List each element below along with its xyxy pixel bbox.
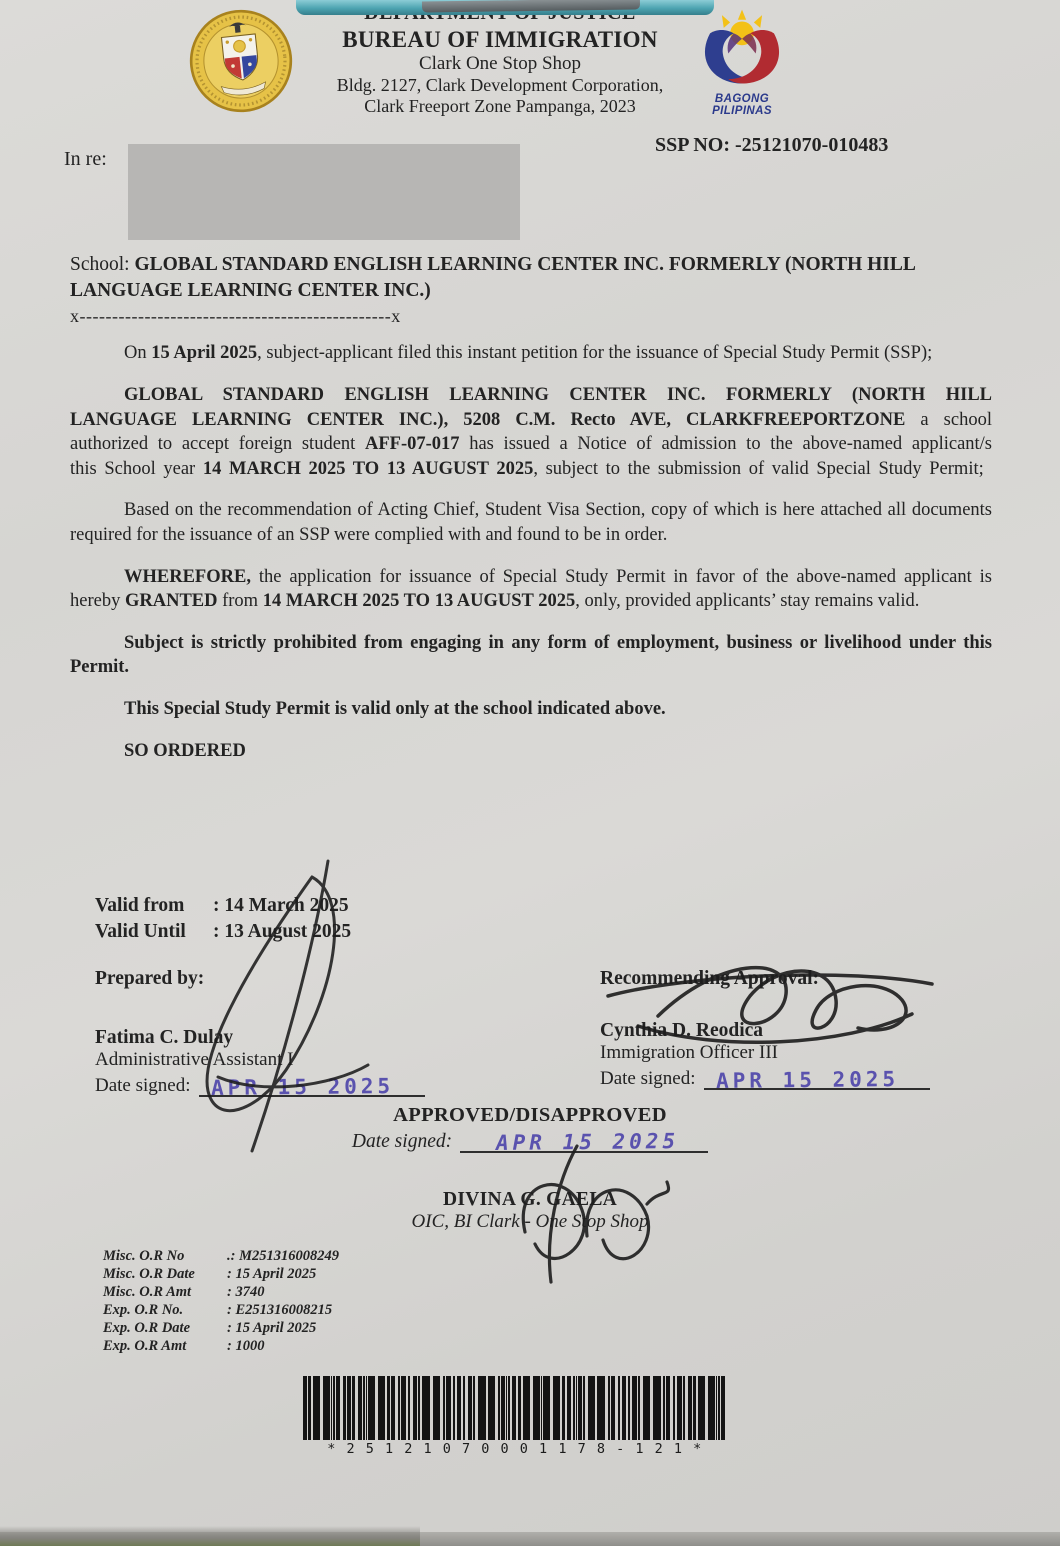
or-row — [103, 1338, 339, 1356]
bold-text: AFF-07-017 — [364, 434, 460, 455]
approval-block — [0, 1104, 1060, 1233]
prepared-by-date-line — [199, 1074, 425, 1100]
office-line: Clark One Stop Shop — [418, 52, 582, 74]
prepared-by-name: Fatima C. Dulay — [95, 1027, 234, 1048]
valid-from-row — [95, 893, 351, 919]
paragraph — [70, 631, 992, 680]
bureau-line: BUREAU OF IMMIGRATION — [342, 26, 658, 52]
school-line — [70, 252, 992, 303]
bold-text: SO ORDERED — [124, 740, 246, 761]
approval-date-line — [460, 1129, 708, 1153]
recommending-approval-date-line — [704, 1067, 930, 1093]
bagong-pilipinas-icon — [690, 6, 794, 90]
body-paragraphs — [70, 341, 992, 763]
valid-until-label: Valid Until — [95, 921, 186, 943]
paragraph — [70, 697, 992, 722]
ssp-number: SSP NO: -25121070-010483 — [655, 134, 889, 156]
valid-until-value: : 13 August 2025 — [213, 921, 352, 943]
text: from — [217, 591, 263, 612]
bold-text: GRANTED — [124, 591, 218, 612]
or-value: : 3740 — [227, 1283, 265, 1300]
text: has issued a Notice of admission to the above-named applicant/s this School year — [70, 434, 993, 479]
paper-clip-lever — [422, 0, 640, 13]
or-label: Misc. O.R Amt — [103, 1283, 192, 1300]
document-body — [70, 252, 992, 763]
or-label: Misc. O.R No — [103, 1248, 185, 1264]
prepared-by-date-row — [95, 1074, 535, 1100]
or-label: Misc. O.R Date — [103, 1265, 195, 1282]
recommending-approval-date-label: Date signed: — [600, 1068, 696, 1089]
text: , subject-applicant filed this instant petition for the issuance of Special Study Permit (SSP); — [257, 343, 933, 364]
prepared-by-label: Prepared by: — [95, 968, 205, 989]
official-receipt-details — [103, 1248, 339, 1356]
bold-text: GLOBAL STANDARD ENGLISH LEARNING CENTER INC. FORMERLY (NORTH HILL LANGUAGE LEARNING CENTER INC.) — [70, 254, 915, 301]
recommending-approval-block — [600, 968, 1020, 1093]
or-value: : 15 April 2025 — [227, 1265, 317, 1282]
address-line-2: Clark Freeport Zone Pampanga, 2023 — [364, 96, 636, 117]
approved-disapproved-heading: APPROVED/DISAPPROVED — [393, 1104, 667, 1126]
paragraph — [70, 383, 992, 481]
approver-title: OIC, BI Clark - One Stop Shop — [411, 1210, 649, 1232]
prepared-by-block — [95, 968, 535, 1100]
validity-block — [95, 893, 351, 946]
bold-text: Subject is strictly prohibited from engaging in any form of employment, business or livelihood under this Permit. — [70, 632, 992, 678]
recommending-approval-name: Cynthia D. Reodica — [600, 1020, 764, 1041]
or-value: : E251316008215 — [227, 1301, 333, 1318]
address-line-1: Bldg. 2127, Clark Development Corporation, — [336, 75, 664, 96]
separator-line: x------------------------------------------------x — [70, 306, 401, 327]
text: Based on the recommendation of Acting Chief, Student Visa Section, copy of which is here attached all documents required for the issuance of an SSP were complied with and found to be in order. — [70, 500, 992, 545]
barcode — [303, 1376, 727, 1457]
valid-from-value: : 14 March 2025 — [213, 895, 349, 916]
bagong-pilipinas-logo — [684, 6, 800, 117]
or-label: Exp. O.R No. — [103, 1301, 184, 1318]
recommending-approval-label: Recommending Approval: — [600, 968, 820, 989]
text: the application for issuance of Special Study Permit in favor of the above-named applicant is hereby — [70, 566, 992, 612]
bold-text: 15 April 2025 — [151, 343, 258, 364]
bold-text: GLOBAL STANDARD ENGLISH LEARNING CENTER INC. FORMERLY (NORTH HILL LANGUAGE LEARNING CENTER INC.), 5208 C.M. Recto AVE, CLARKFREEPORTZONE — [70, 385, 992, 430]
or-row — [103, 1320, 339, 1338]
bagong-pilipinas-caption: BAGONG PILIPINAS — [712, 93, 772, 117]
or-value: : 1000 — [227, 1337, 265, 1354]
paper-clip — [296, 0, 714, 15]
or-label: Exp. O.R Amt — [103, 1337, 187, 1354]
or-value: : 15 April 2025 — [227, 1319, 317, 1336]
letterhead — [258, 2, 742, 118]
bold-text: 14 MARCH 2025 TO 13 AUGUST 2025 — [262, 591, 576, 612]
paragraph — [70, 565, 992, 614]
paragraph — [70, 498, 992, 547]
or-value: .: M251316008249 — [227, 1248, 339, 1264]
text: a school authorized to accept foreign student — [70, 409, 992, 455]
paragraph — [70, 341, 992, 366]
paper-bottom-edge-shadow — [0, 1526, 420, 1546]
or-row — [103, 1284, 339, 1302]
text: On — [124, 343, 152, 364]
barcode-text: * 2 5 1 2 1 0 7 0 0 0 1 1 7 8 - 1 2 1 * — [327, 1441, 703, 1457]
approval-date-label: Date signed: — [351, 1130, 453, 1152]
in-re-label: In re: — [64, 148, 107, 170]
bold-text: This Special Study Permit is valid only at the school indicated above. — [124, 698, 666, 719]
prepared-by-date-stamp: APR 15 2025 — [210, 1074, 394, 1100]
text: , only, provided applicants’ stay remains valid. — [575, 591, 920, 612]
recommending-approval-date-stamp: APR 15 2025 — [715, 1067, 899, 1093]
redacted-applicant-name — [128, 144, 520, 240]
paragraph — [70, 739, 992, 764]
text: , subject to the submission of valid Special Study Permit; — [533, 458, 984, 479]
approval-date-stamp: APR 15 2025 — [495, 1129, 679, 1155]
approver-name: DIVINA G. GAELA — [442, 1188, 618, 1210]
bold-text: WHEREFORE, — [124, 566, 251, 587]
prepared-by-title: Administrative Assistant I — [95, 1049, 294, 1070]
valid-from-label: Valid from — [95, 895, 185, 916]
or-row — [103, 1266, 339, 1284]
recommending-approval-title: Immigration Officer III — [600, 1042, 778, 1063]
or-row — [103, 1248, 339, 1266]
prepared-by-date-label: Date signed: — [95, 1075, 191, 1096]
recommending-approval-date-row — [600, 1067, 1020, 1093]
valid-until-row — [95, 919, 351, 945]
or-label: Exp. O.R Date — [103, 1319, 190, 1336]
approval-date-row — [352, 1129, 708, 1153]
bold-text: 14 MARCH 2025 TO 13 AUGUST 2025 — [202, 458, 534, 479]
barcode-bars — [303, 1376, 727, 1440]
or-row — [103, 1302, 339, 1320]
text: School: — [70, 254, 135, 275]
